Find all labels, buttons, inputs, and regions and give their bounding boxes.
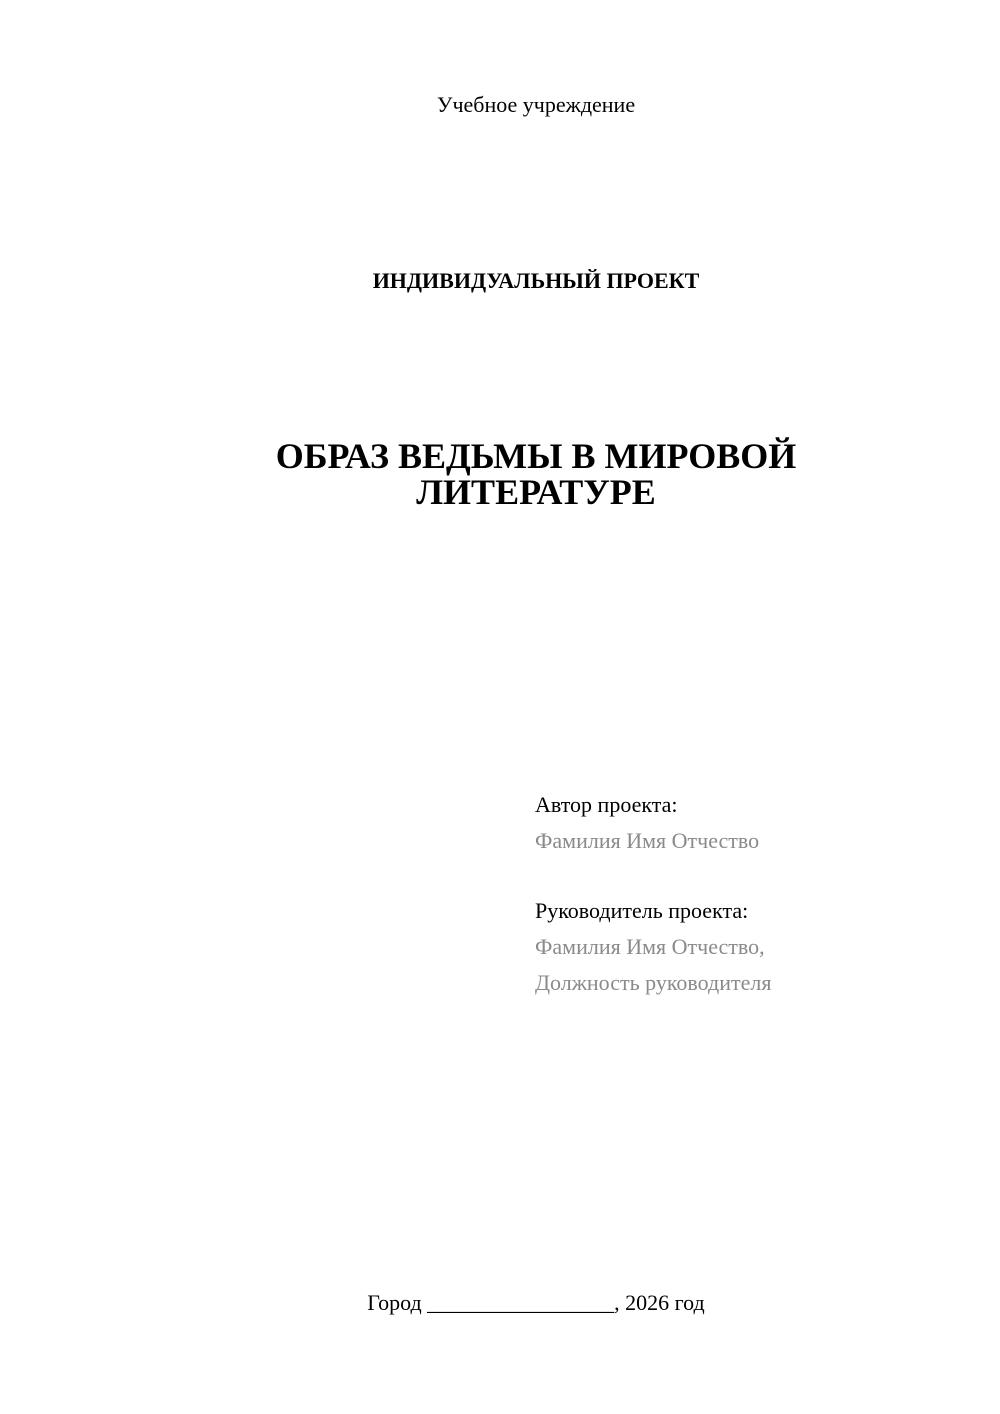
project-title-line-1: ОБРАЗ ВЕДЬМЫ В МИРОВОЙ	[275, 436, 797, 476]
supervisor-name: Фамилия Имя Отчество,	[535, 934, 765, 959]
project-info-block	[535, 787, 771, 1001]
author-label: Автор проекта:	[535, 792, 678, 817]
institution-name: Учебное учреждение	[436, 92, 636, 117]
project-type-heading: ИНДИВИДУАЛЬНЫЙ ПРОЕКТ	[372, 268, 700, 293]
city-year-footer: Город _________________, 2026 год	[367, 1290, 705, 1315]
supervisor-label: Руководитель проекта:	[535, 898, 749, 923]
info-spacer	[535, 859, 771, 893]
project-title	[0, 438, 1000, 510]
supervisor-position: Должность руководителя	[535, 970, 772, 995]
project-title-line-2: ЛИТЕРАТУРЕ	[416, 472, 656, 512]
author-name: Фамилия Имя Отчество	[535, 828, 760, 853]
